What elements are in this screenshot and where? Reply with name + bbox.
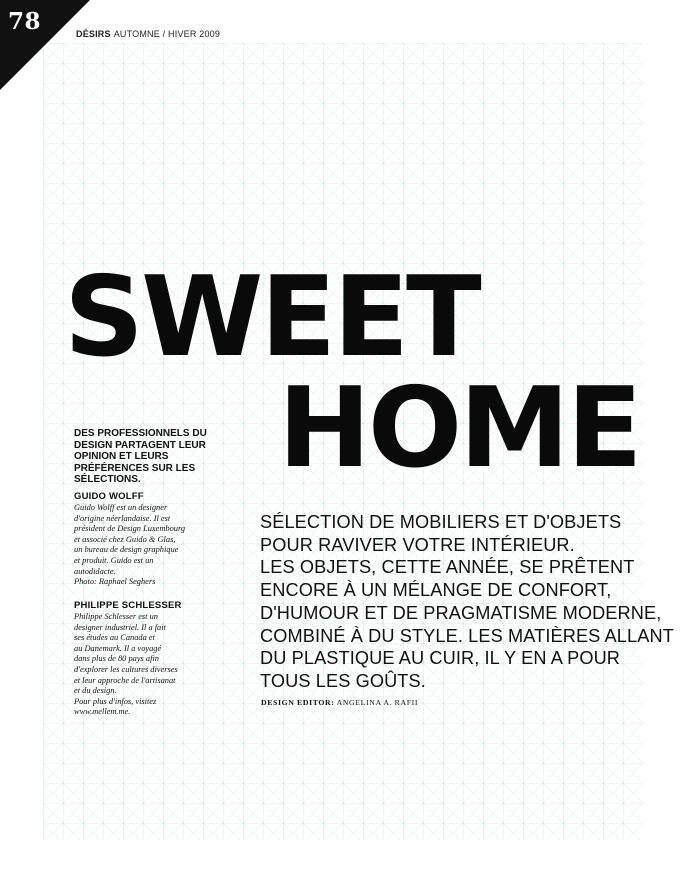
bio-line: d'origine néerlandaise. Il est bbox=[74, 513, 171, 523]
lead-line: TOUS LES GOÛTS. bbox=[260, 670, 426, 691]
issue-label: AUTOMNE / HIVER 2009 bbox=[113, 29, 221, 39]
lead-line: COMBINÉ À DU STYLE. LES MATIÈRES ALLANT bbox=[260, 625, 674, 646]
website-link[interactable]: www.mellem.me. bbox=[74, 707, 131, 717]
headline-line-1: SWEET bbox=[64, 253, 479, 382]
intro-text: DES PROFESSIONNELS DU DESIGN PARTAGENT LEUR OPINION ET LEURS PRÉFÉRENCES SUR LES SÉLECTIONS. bbox=[74, 428, 207, 485]
lead-line: D'HUMOUR ET DE PRAGMATISME MODERNE, bbox=[260, 602, 662, 623]
bio-line: un bureau de design graphique bbox=[74, 545, 179, 555]
bio-line: au Danemark. Il a voyagé bbox=[74, 643, 162, 653]
contributor-name: GUIDO WOLFF bbox=[74, 491, 144, 502]
lead-line: SÉLECTION DE MOBILIERS ET D'OBJETS bbox=[260, 512, 622, 532]
lead-line: ENCORE À UN MÉLANGE DE CONFORT, bbox=[260, 580, 612, 601]
bio-line: et du design. bbox=[74, 686, 117, 696]
lead-line: DU PLASTIQUE AU CUIR, IL Y EN A POUR bbox=[260, 648, 621, 669]
bio-line: Philippe Schlesser est un bbox=[74, 612, 158, 621]
bio-line: et leur approche de l'artisanat bbox=[74, 675, 176, 685]
lead-line: LES OBJETS, CETTE ANNÉE, SE PRÊTENT bbox=[260, 557, 635, 578]
contributor-guido-wolff bbox=[74, 491, 239, 588]
photo-credit: Photo: Raphael Seghers bbox=[74, 577, 156, 587]
lead-line: POUR RAVIVER VOTRE INTÉRIEUR. bbox=[260, 534, 575, 555]
magazine-name: DÉSIRS bbox=[76, 29, 111, 39]
bio-line: ses études au Canada et bbox=[74, 633, 155, 643]
bio-line: dans plus de 80 pays afin bbox=[74, 654, 159, 664]
design-editor-credit bbox=[261, 698, 418, 707]
bio-line: Pour plus d'infos, visitez bbox=[74, 696, 157, 706]
bio-line: autodidacte. bbox=[74, 566, 116, 576]
page-number: 78 bbox=[8, 8, 42, 35]
bio-line: président de Design Luxembourg bbox=[74, 524, 186, 534]
bio-line: et produit. Guido est un bbox=[74, 555, 154, 565]
lead-paragraph bbox=[260, 511, 680, 693]
credit-name: ANGELINA A. RAFII bbox=[336, 698, 419, 707]
bio-line: d'explorer les cultures diverses bbox=[74, 664, 178, 674]
bio-line: designer industriel. Il a fait bbox=[74, 622, 166, 632]
bio-line: et associé chez Guido & Glas, bbox=[74, 534, 176, 544]
headline-line-2: HOME bbox=[278, 364, 640, 493]
contributor-philippe-schlesser bbox=[74, 600, 239, 718]
credit-label: DESIGN EDITOR: bbox=[261, 698, 335, 707]
contributor-name: PHILIPPE SCHLESSER bbox=[74, 600, 182, 611]
bio-line: Guido Wolff est un designer bbox=[74, 503, 168, 512]
running-head bbox=[76, 29, 220, 39]
